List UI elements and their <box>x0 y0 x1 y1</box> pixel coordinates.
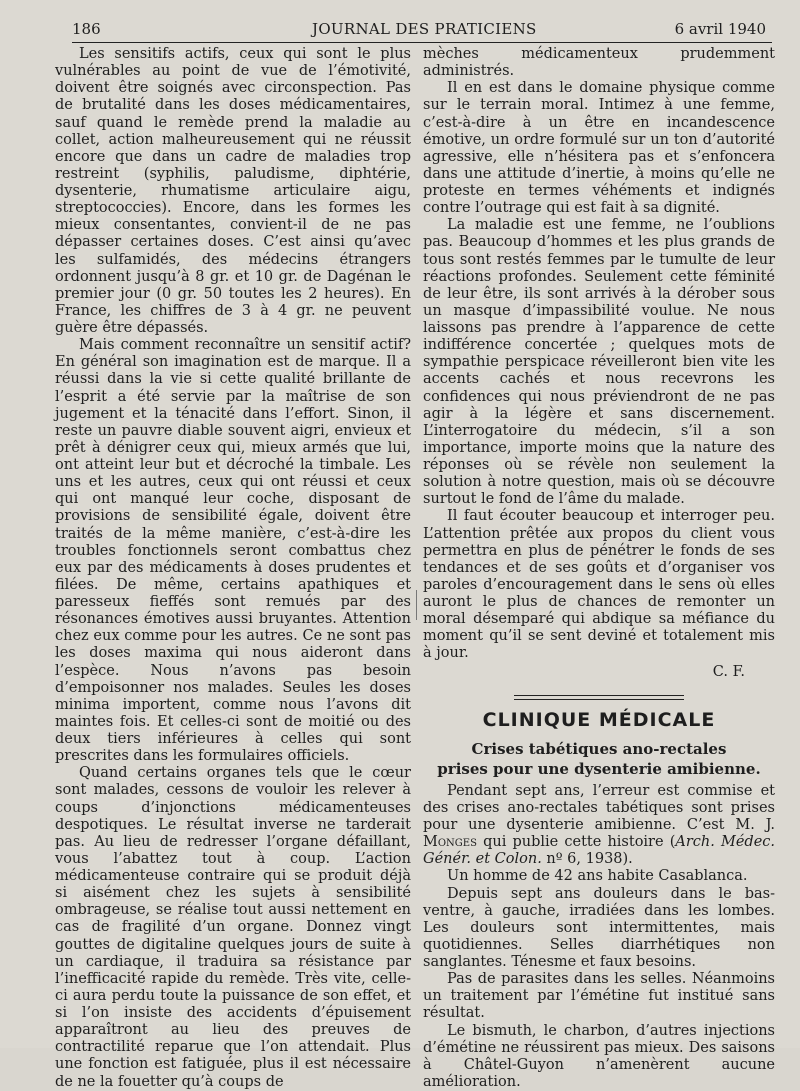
intro-text: Pendant sept ans, l’erreur est commise et des crises ano-rectales tabétiques sont prises pour une dysenterie amibienne. C’est M. J. <box>423 783 775 833</box>
journal-citation: Arch. Médec. Génér. et Colon. <box>423 834 775 867</box>
paragraph: Le bismuth, le charbon, d’autres injections d’émétine ne réussirent pas mieux. Des saisons à Châtel-Guyon n’amenèrent aucune amélioration. <box>423 1023 775 1091</box>
paragraph: Quand certains organes tels que le cœur sont malades, cessons de vouloir les relever à coups d’injonctions médicamenteuses despotiques. Le résultat inverse ne tarderait pas. Au lieu de redresser l’organe défaillant, vous l’abattez tout à coup. L’action médicamenteuse contraire qui se produit déjà si aisément chez les sujets à sensibilité ombrageuse, se réalise tout aussi nettement en cas de fragilité d’un organe. Donnez vingt gouttes de digitaline quelques jours de suite à un cardiaque, il traduira sa résistance par l’inefficacité rapide du remède. Très vite, celle-ci aura perdu toute la puissance de son effet, et si l’on insiste des accidents d’épuisement apparaîtront au lieu des preuves de contractilité reparue que l’on attendait. Plus une fonction est fatiguée, plus il est nécessaire de ne la fouetter qu’à coups de <box>55 765 411 1090</box>
paragraph: Pas de parasites dans les selles. Néanmoins un traitement par l’émétine fut institué sans résultat. <box>423 971 775 1022</box>
paragraph: Il en est dans le domaine physique comme sur le terrain moral. Intimez à une femme, c’est-à-dire à un être en incandescence émotive, un ordre formulé sur un ton d’autorité agressive, elle n’hésitera pas et s’enfoncera dans une attitude d’inertie, à moins qu’elle ne proteste en termes véhéments et indignés contre l’outrage qui est fait à sa dignité. <box>423 80 775 217</box>
paragraph: Depuis sept ans douleurs dans le bas-ventre, à gauche, irradiées dans les lombes. Les douleurs sont intermittentes, mais quotidiennes. Selles diarrhétiques non sanglantes. Ténesme et faux besoins. <box>423 886 775 972</box>
paragraph: Un homme de 42 ans habite Casablanca. <box>423 868 775 885</box>
column-divider <box>416 590 417 620</box>
paragraph: La maladie est une femme, ne l’oublions pas. Beaucoup d’hommes et les plus grands de tous sont restés femmes par le tumulte de leur réactions profondes. Seulement cette féminité de leur être, ils sont arrivés à la dérober sous un masque d’impassibilité voulue. Ne nous laissons pas prendre à l’apparence de cette indifférence concertée ; quelques mots de sympathie perspicace réveilleront bien vite les accents cachés et nous recevrons les confidences qui nous préviendront de ne pas agir à la légère et sans discernement. L’interrogatoire du médecin, s’il a son importance, importe moins que la nature des réponses où se révèle non seulement la solution à notre question, mais où se découvre surtout le fond de l’âme du malade. <box>423 217 775 508</box>
journal-title: JOURNAL DES PRATICIENS <box>312 20 537 38</box>
right-column <box>423 46 775 1091</box>
intro-text: nº 6, 1938). <box>546 851 632 867</box>
paragraph: Il faut écouter beaucoup et interroger peu. L’attention prêtée aux propos du client vous permettra en plus de pénétrer le fonds de ses tendances et de ses goûts et d’organiser vos paroles d’encouragement dans le sens où elles auront le plus de chances de remonter un moral désemparé qui abdique sa méfiance du moment qu’il se sent deviné et totalement mis à jour. <box>423 508 775 662</box>
page-number: 186 <box>72 20 101 38</box>
article-intro <box>423 783 775 869</box>
author-name: Monges <box>423 834 477 850</box>
article-title-line: Crises tabétiques ano-rectales <box>423 739 775 759</box>
intro-text: qui publie cette histoire ( <box>483 834 675 850</box>
issue-date: 6 avril 1940 <box>675 20 766 38</box>
section-title: CLINIQUE MÉDICALE <box>423 712 775 729</box>
paragraph: Mais comment reconnaître un sensitif actif? En général son imagination est de marque. Il a réussi dans la vie si cette qualité brillante de l’esprit a été servie par la maîtrise de son jugement et la ténacité dans l’effort. Sinon, il reste un pauvre diable souvent aigri, envieux et prêt à dénigrer ceux qui, mieux armés que lui, ont atteint leur but et décroché la timbale. Les uns et les autres, ceux qui ont réussi et ceux qui ont manqué leur coche, disposant de provisions de sensibilité égale, doivent être traités de la même manière, c’est-à-dire les troubles fonctionnels seront combattus chez eux par des médicaments à doses prudentes et filées. De même, certains apathiques et paresseux fieffés sont remués par des résonances émotives aussi bruyantes. Attention chez eux comme pour les autres. Ce ne sont pas les doses maxima qui nous aideront dans l’espèce. Nous n’avons pas besoin d’empoisonner nos malades. Seules les doses minima importent, comme nous l’avons dit maintes fois. Et celles-ci sont de moitié ou des deux tiers inférieures à celles qui sont prescrites dans les formulaires officiels. <box>55 337 411 765</box>
section-separator <box>514 695 684 700</box>
running-header <box>72 18 772 43</box>
article-title-line: prises pour une dysenterie amibienne. <box>423 759 775 779</box>
article-title <box>423 739 775 779</box>
paragraph: Les sensitifs actifs, ceux qui sont le plus vulnérables au point de vue de l’émotivité, doivent être soignés avec circonspection. Pas de brutalité dans les doses médicamentaires, sauf quand le remède prend la maladie au collet, action malheureusement qui ne réussit encore que dans un cadre de maladies trop restreint (syphilis, paludisme, diphtérie, dysenterie, rhumatisme articulaire aigu, streptococcies). Encore, dans les formes les mieux consentantes, convient-il de ne pas dépasser certaines doses. C’est ainsi qu’avec les sulfamidés, des médecins étrangers ordonnent jusqu’à 8 gr. et 10 gr. de Dagénan le premier jour (0 gr. 50 toutes les 2 heures). En France, les chiffres de 3 à 4 gr. ne peuvent guère être dépassés. <box>55 46 411 337</box>
paragraph: mèches médicamenteux prudemment administrés. <box>423 46 775 80</box>
left-column <box>55 46 411 1091</box>
author-signature: C. F. <box>423 664 775 681</box>
